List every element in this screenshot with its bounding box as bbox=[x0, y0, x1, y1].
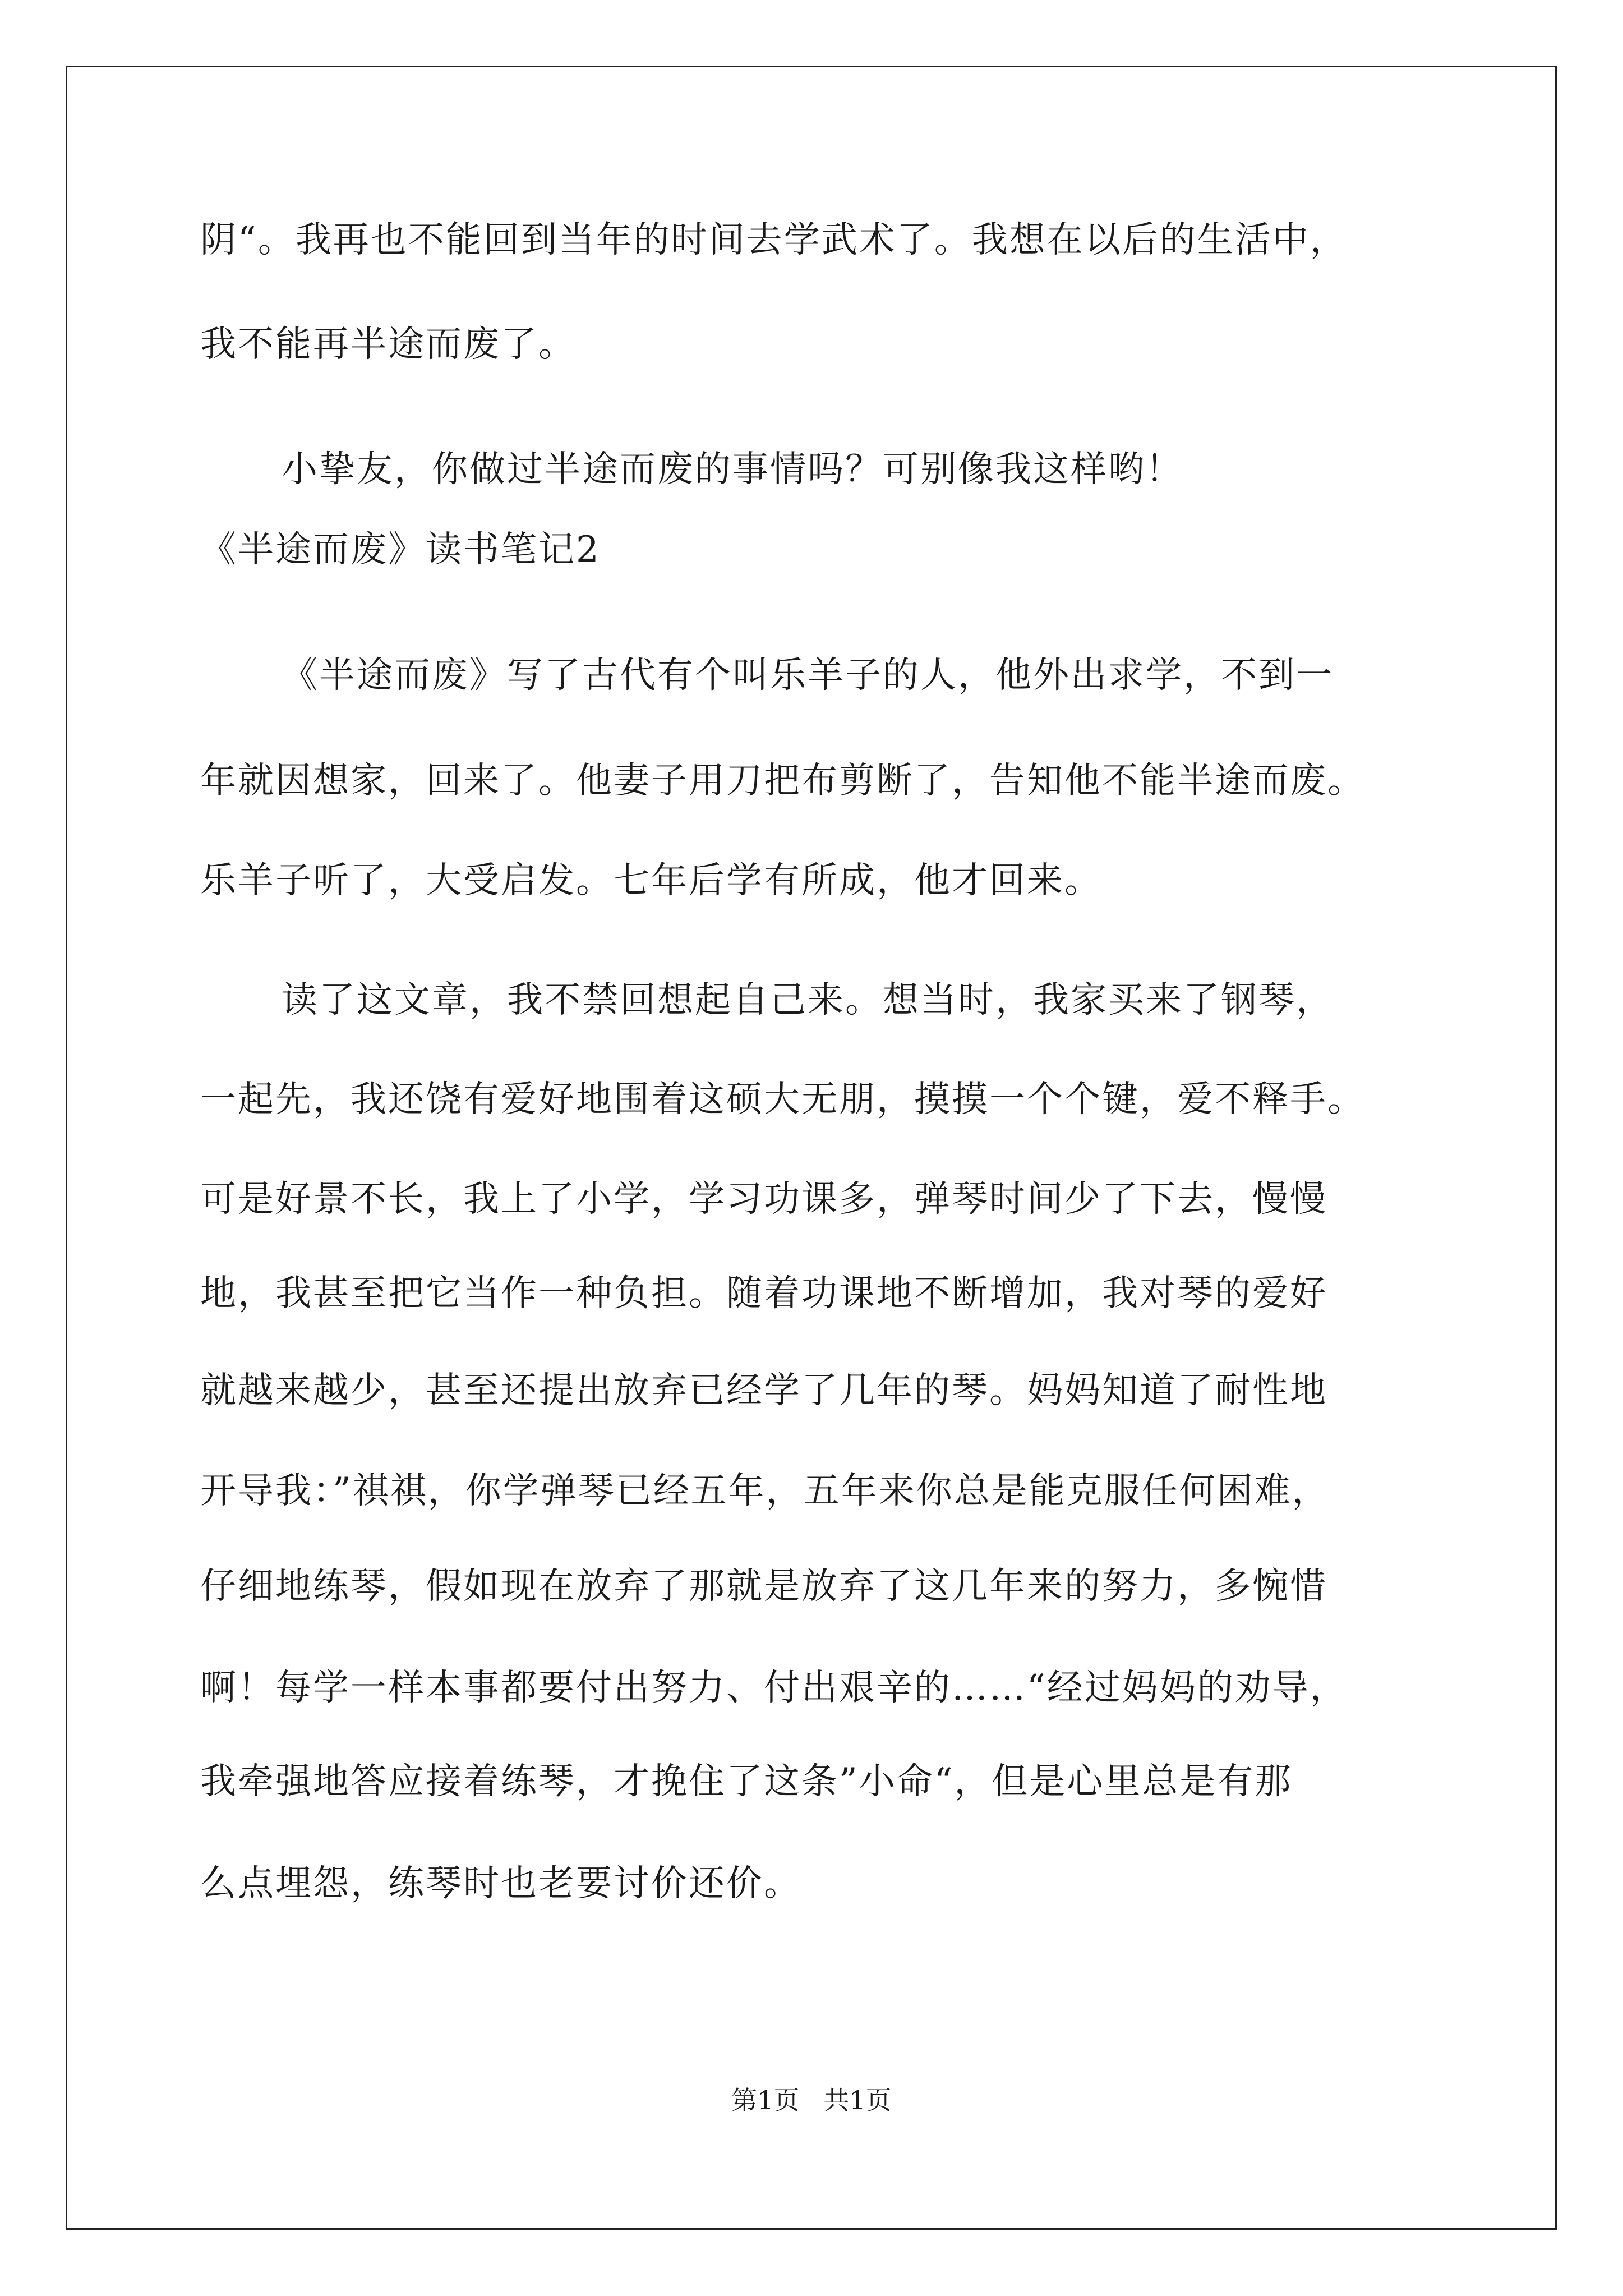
text-line: 地，我甚至把它当作一种负担。随着功课地不断增加，我对琴的爱好 bbox=[200, 1273, 1327, 1314]
text-line: 仔细地练琴，假如现在放弃了那就是放弃了这几年来的努力，多惋惜 bbox=[200, 1566, 1327, 1607]
text-line: 开导我：”祺祺，你学弹琴已经五年，五年来你总是能克服任何困难， bbox=[200, 1470, 1330, 1512]
text-line: 我不能再半途而废了。 bbox=[200, 324, 576, 365]
paragraph-line: 小挚友，你做过半途而废的事情吗？可别像我这样哟！ bbox=[282, 449, 1183, 490]
text-line: 啊！每学一样本事都要付出努力、付出艰辛的……“经过妈妈的劝导， bbox=[200, 1667, 1348, 1709]
paragraph-line: 《半途而废》写了古代有个叫乐羊子的人，他外出求学，不到一 bbox=[282, 655, 1334, 696]
text-line: 就越来越少，甚至还提出放弃已经学了几年的琴。妈妈知道了耐性地 bbox=[200, 1370, 1327, 1411]
page-number-current: 第1页 bbox=[731, 2085, 800, 2115]
text-line: 阴“。我再也不能回到当年的时间去学武术了。我想在以后的生活中， bbox=[200, 219, 1348, 261]
text-line: 年就因想家，回来了。他妻子用刀把布剪断了，告知他不能半途而废。 bbox=[200, 760, 1365, 802]
text-line: 一起先，我还饶有爱好地围着这硕大无朋，摸摸一个个键，爱不释手。 bbox=[200, 1079, 1365, 1120]
text-line: 可是好景不长，我上了小学，学习功课多，弹琴时间少了下去，慢慢 bbox=[200, 1179, 1327, 1220]
page-footer bbox=[0, 2083, 1623, 2117]
text-line: 我牵强地答应接着练琴，才挽住了这条”小命“，但是心里总是有那 bbox=[200, 1761, 1293, 1802]
paragraph-line: 读了这文章，我不禁回想起自己来。想当时，我家买来了钢琴， bbox=[282, 979, 1334, 1021]
text-line: 乐羊子听了，大受启发。七年后学有所成，他才回来。 bbox=[200, 860, 1102, 901]
page-number-total: 共1页 bbox=[823, 2085, 892, 2115]
section-heading: 《半途而废》读书笔记2 bbox=[200, 529, 601, 570]
text-line: 么点埋怨，练琴时也老要讨价还价。 bbox=[200, 1863, 801, 1904]
